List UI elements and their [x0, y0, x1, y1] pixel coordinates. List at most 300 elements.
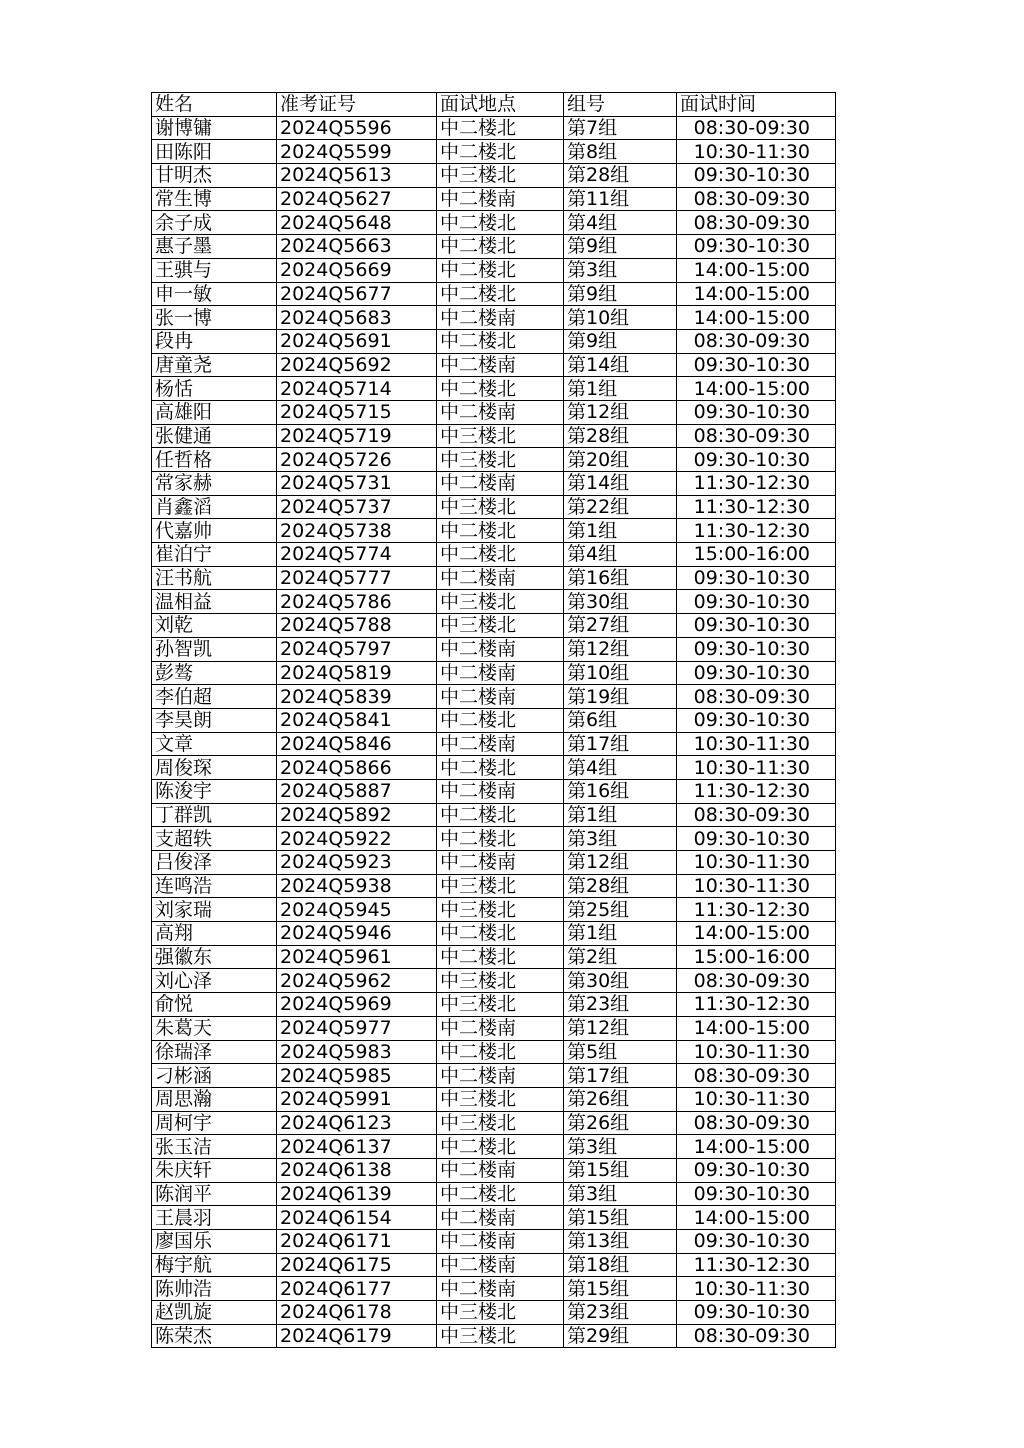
cell-time: 14:00-15:00	[677, 1135, 836, 1159]
cell-group: 第18组	[564, 1253, 677, 1277]
table-row	[152, 898, 836, 922]
cell-name: 李伯超	[152, 685, 277, 709]
cell-exam-id: 2024Q6171	[277, 1230, 437, 1254]
cell-group: 第3组	[564, 827, 677, 851]
cell-group: 第5组	[564, 1040, 677, 1064]
cell-location: 中二楼北	[437, 377, 564, 401]
cell-location: 中二楼北	[437, 116, 564, 140]
cell-name: 常生博	[152, 187, 277, 211]
cell-group: 第3组	[564, 1135, 677, 1159]
cell-name: 陈荣杰	[152, 1324, 277, 1348]
cell-name: 丁群凯	[152, 803, 277, 827]
cell-time: 09:30-10:30	[677, 827, 836, 851]
cell-location: 中三楼北	[437, 495, 564, 519]
cell-time: 14:00-15:00	[677, 1206, 836, 1230]
cell-group: 第4组	[564, 211, 677, 235]
cell-location: 中三楼北	[437, 1301, 564, 1325]
cell-time: 08:30-09:30	[677, 803, 836, 827]
table-row	[152, 472, 836, 496]
cell-group: 第1组	[564, 519, 677, 543]
table-header-row	[152, 93, 836, 117]
cell-exam-id: 2024Q5599	[277, 140, 437, 164]
cell-time: 08:30-09:30	[677, 116, 836, 140]
cell-location: 中二楼南	[437, 566, 564, 590]
cell-time: 11:30-12:30	[677, 779, 836, 803]
cell-exam-id: 2024Q5648	[277, 211, 437, 235]
cell-time: 14:00-15:00	[677, 282, 836, 306]
cell-time: 09:30-10:30	[677, 566, 836, 590]
header-location: 面试地点	[437, 93, 564, 117]
cell-time: 14:00-15:00	[677, 258, 836, 282]
cell-location: 中二楼南	[437, 187, 564, 211]
cell-name: 梅宇航	[152, 1253, 277, 1277]
table-row	[152, 495, 836, 519]
cell-location: 中二楼北	[437, 827, 564, 851]
cell-exam-id: 2024Q5819	[277, 661, 437, 685]
cell-exam-id: 2024Q5788	[277, 614, 437, 638]
cell-name: 崔泊宁	[152, 543, 277, 567]
cell-location: 中二楼南	[437, 1253, 564, 1277]
cell-time: 11:30-12:30	[677, 495, 836, 519]
cell-exam-id: 2024Q5846	[277, 732, 437, 756]
cell-name: 惠子墨	[152, 235, 277, 259]
cell-location: 中二楼南	[437, 1230, 564, 1254]
table-row	[152, 400, 836, 424]
cell-time: 09:30-10:30	[677, 1158, 836, 1182]
table-row	[152, 732, 836, 756]
cell-exam-id: 2024Q6178	[277, 1301, 437, 1325]
cell-name: 赵凯旋	[152, 1301, 277, 1325]
table-row	[152, 1040, 836, 1064]
cell-group: 第26组	[564, 1111, 677, 1135]
cell-time: 08:30-09:30	[677, 424, 836, 448]
cell-location: 中二楼南	[437, 1277, 564, 1301]
cell-group: 第30组	[564, 590, 677, 614]
cell-exam-id: 2024Q5969	[277, 993, 437, 1017]
cell-name: 刘家瑞	[152, 898, 277, 922]
table-row	[152, 1158, 836, 1182]
table-row	[152, 1016, 836, 1040]
header-time: 面试时间	[677, 93, 836, 117]
cell-group: 第4组	[564, 756, 677, 780]
cell-time: 14:00-15:00	[677, 1016, 836, 1040]
cell-exam-id: 2024Q5737	[277, 495, 437, 519]
cell-group: 第8组	[564, 140, 677, 164]
cell-time: 11:30-12:30	[677, 993, 836, 1017]
table-row	[152, 258, 836, 282]
cell-location: 中二楼南	[437, 1016, 564, 1040]
cell-time: 11:30-12:30	[677, 898, 836, 922]
cell-time: 08:30-09:30	[677, 211, 836, 235]
cell-time: 08:30-09:30	[677, 1064, 836, 1088]
cell-exam-id: 2024Q5786	[277, 590, 437, 614]
cell-location: 中三楼北	[437, 874, 564, 898]
cell-name: 温相益	[152, 590, 277, 614]
cell-group: 第7组	[564, 116, 677, 140]
cell-time: 09:30-10:30	[677, 1230, 836, 1254]
cell-exam-id: 2024Q6175	[277, 1253, 437, 1277]
cell-location: 中二楼北	[437, 803, 564, 827]
cell-group: 第16组	[564, 779, 677, 803]
cell-time: 09:30-10:30	[677, 590, 836, 614]
cell-group: 第13组	[564, 1230, 677, 1254]
cell-time: 08:30-09:30	[677, 969, 836, 993]
cell-exam-id: 2024Q6179	[277, 1324, 437, 1348]
cell-exam-id: 2024Q6123	[277, 1111, 437, 1135]
table-row	[152, 1253, 836, 1277]
cell-name: 代嘉帅	[152, 519, 277, 543]
cell-exam-id: 2024Q5887	[277, 779, 437, 803]
cell-location: 中二楼南	[437, 400, 564, 424]
table-body	[152, 116, 836, 1348]
cell-exam-id: 2024Q5938	[277, 874, 437, 898]
cell-time: 09:30-10:30	[677, 708, 836, 732]
cell-location: 中二楼北	[437, 329, 564, 353]
cell-time: 15:00-16:00	[677, 945, 836, 969]
header-group: 组号	[564, 93, 677, 117]
cell-time: 09:30-10:30	[677, 235, 836, 259]
cell-group: 第9组	[564, 235, 677, 259]
cell-time: 09:30-10:30	[677, 661, 836, 685]
cell-group: 第9组	[564, 282, 677, 306]
cell-group: 第26组	[564, 1087, 677, 1111]
cell-exam-id: 2024Q5841	[277, 708, 437, 732]
cell-group: 第1组	[564, 922, 677, 946]
cell-group: 第14组	[564, 472, 677, 496]
cell-name: 朱庆轩	[152, 1158, 277, 1182]
table-row	[152, 377, 836, 401]
cell-group: 第12组	[564, 400, 677, 424]
table-row	[152, 187, 836, 211]
cell-name: 孙智凯	[152, 637, 277, 661]
cell-name: 廖国乐	[152, 1230, 277, 1254]
cell-group: 第6组	[564, 708, 677, 732]
cell-location: 中二楼北	[437, 258, 564, 282]
cell-name: 张一博	[152, 306, 277, 330]
cell-exam-id: 2024Q5683	[277, 306, 437, 330]
table-row	[152, 803, 836, 827]
cell-exam-id: 2024Q5961	[277, 945, 437, 969]
cell-time: 15:00-16:00	[677, 543, 836, 567]
cell-exam-id: 2024Q5892	[277, 803, 437, 827]
cell-exam-id: 2024Q6154	[277, 1206, 437, 1230]
cell-group: 第11组	[564, 187, 677, 211]
cell-group: 第2组	[564, 945, 677, 969]
cell-group: 第20组	[564, 448, 677, 472]
cell-time: 08:30-09:30	[677, 1111, 836, 1135]
cell-name: 连鸣浩	[152, 874, 277, 898]
cell-name: 刁彬涵	[152, 1064, 277, 1088]
table-row	[152, 1182, 836, 1206]
cell-location: 中三楼北	[437, 1324, 564, 1348]
cell-name: 余子成	[152, 211, 277, 235]
cell-time: 10:30-11:30	[677, 874, 836, 898]
cell-name: 陈浚宇	[152, 779, 277, 803]
cell-location: 中二楼南	[437, 353, 564, 377]
table-row	[152, 590, 836, 614]
cell-group: 第23组	[564, 1301, 677, 1325]
cell-time: 09:30-10:30	[677, 400, 836, 424]
cell-location: 中二楼北	[437, 1135, 564, 1159]
cell-exam-id: 2024Q5839	[277, 685, 437, 709]
cell-group: 第3组	[564, 1182, 677, 1206]
cell-location: 中三楼北	[437, 993, 564, 1017]
table-row	[152, 282, 836, 306]
cell-name: 周柯宇	[152, 1111, 277, 1135]
cell-location: 中二楼南	[437, 732, 564, 756]
cell-location: 中二楼北	[437, 211, 564, 235]
cell-exam-id: 2024Q5596	[277, 116, 437, 140]
cell-exam-id: 2024Q5991	[277, 1087, 437, 1111]
cell-exam-id: 2024Q5726	[277, 448, 437, 472]
cell-exam-id: 2024Q5731	[277, 472, 437, 496]
cell-group: 第4组	[564, 543, 677, 567]
table-row	[152, 566, 836, 590]
table-row	[152, 1111, 836, 1135]
cell-name: 肖鑫滔	[152, 495, 277, 519]
cell-location: 中二楼南	[437, 661, 564, 685]
table-row	[152, 922, 836, 946]
cell-group: 第16组	[564, 566, 677, 590]
cell-name: 甘明杰	[152, 164, 277, 188]
table-row	[152, 1135, 836, 1159]
table-row	[152, 353, 836, 377]
cell-group: 第9组	[564, 329, 677, 353]
table-row	[152, 614, 836, 638]
cell-location: 中二楼南	[437, 306, 564, 330]
cell-location: 中三楼北	[437, 424, 564, 448]
cell-exam-id: 2024Q6139	[277, 1182, 437, 1206]
cell-group: 第30组	[564, 969, 677, 993]
table-row	[152, 851, 836, 875]
cell-location: 中三楼北	[437, 448, 564, 472]
cell-name: 田陈阳	[152, 140, 277, 164]
table-row	[152, 1230, 836, 1254]
cell-time: 08:30-09:30	[677, 1324, 836, 1348]
table-row	[152, 756, 836, 780]
table-row	[152, 1064, 836, 1088]
cell-exam-id: 2024Q5719	[277, 424, 437, 448]
cell-time: 14:00-15:00	[677, 922, 836, 946]
cell-name: 申一敏	[152, 282, 277, 306]
cell-name: 常家赫	[152, 472, 277, 496]
cell-group: 第1组	[564, 803, 677, 827]
cell-name: 俞悦	[152, 993, 277, 1017]
cell-exam-id: 2024Q5738	[277, 519, 437, 543]
cell-exam-id: 2024Q5945	[277, 898, 437, 922]
cell-group: 第17组	[564, 732, 677, 756]
cell-location: 中二楼北	[437, 235, 564, 259]
cell-group: 第15组	[564, 1277, 677, 1301]
cell-name: 吕俊泽	[152, 851, 277, 875]
cell-group: 第23组	[564, 993, 677, 1017]
cell-time: 11:30-12:30	[677, 472, 836, 496]
cell-exam-id: 2024Q6177	[277, 1277, 437, 1301]
cell-location: 中三楼北	[437, 164, 564, 188]
cell-exam-id: 2024Q5922	[277, 827, 437, 851]
cell-name: 李昊朗	[152, 708, 277, 732]
cell-name: 王骐与	[152, 258, 277, 282]
cell-exam-id: 2024Q5977	[277, 1016, 437, 1040]
cell-group: 第22组	[564, 495, 677, 519]
cell-time: 11:30-12:30	[677, 519, 836, 543]
cell-location: 中二楼南	[437, 685, 564, 709]
cell-location: 中二楼北	[437, 922, 564, 946]
table-row	[152, 685, 836, 709]
cell-time: 08:30-09:30	[677, 187, 836, 211]
table-row	[152, 1324, 836, 1348]
cell-exam-id: 2024Q5613	[277, 164, 437, 188]
table-row	[152, 945, 836, 969]
table-row	[152, 779, 836, 803]
header-exam-id: 准考证号	[277, 93, 437, 117]
cell-time: 11:30-12:30	[677, 1253, 836, 1277]
table-row	[152, 708, 836, 732]
cell-name: 段冉	[152, 329, 277, 353]
interview-schedule-table	[151, 92, 836, 1348]
cell-location: 中二楼北	[437, 282, 564, 306]
cell-time: 10:30-11:30	[677, 1277, 836, 1301]
cell-exam-id: 2024Q5923	[277, 851, 437, 875]
cell-time: 10:30-11:30	[677, 1040, 836, 1064]
cell-group: 第3组	[564, 258, 677, 282]
cell-group: 第27组	[564, 614, 677, 638]
cell-group: 第25组	[564, 898, 677, 922]
cell-name: 彭骜	[152, 661, 277, 685]
cell-group: 第1组	[564, 377, 677, 401]
cell-time: 09:30-10:30	[677, 448, 836, 472]
cell-time: 14:00-15:00	[677, 306, 836, 330]
cell-name: 支超轶	[152, 827, 277, 851]
cell-exam-id: 2024Q5663	[277, 235, 437, 259]
cell-exam-id: 2024Q5962	[277, 969, 437, 993]
table-row	[152, 306, 836, 330]
table-row	[152, 661, 836, 685]
cell-exam-id: 2024Q5692	[277, 353, 437, 377]
cell-time: 09:30-10:30	[677, 637, 836, 661]
cell-time: 09:30-10:30	[677, 614, 836, 638]
cell-group: 第12组	[564, 637, 677, 661]
cell-location: 中三楼北	[437, 1087, 564, 1111]
cell-exam-id: 2024Q5866	[277, 756, 437, 780]
cell-location: 中二楼北	[437, 543, 564, 567]
table-row	[152, 1206, 836, 1230]
table-row	[152, 827, 836, 851]
cell-exam-id: 2024Q5797	[277, 637, 437, 661]
cell-location: 中二楼南	[437, 1064, 564, 1088]
cell-group: 第15组	[564, 1206, 677, 1230]
cell-exam-id: 2024Q5677	[277, 282, 437, 306]
cell-location: 中二楼南	[437, 779, 564, 803]
cell-location: 中二楼南	[437, 472, 564, 496]
cell-group: 第12组	[564, 851, 677, 875]
cell-time: 10:30-11:30	[677, 1087, 836, 1111]
cell-name: 文章	[152, 732, 277, 756]
cell-name: 高翔	[152, 922, 277, 946]
cell-exam-id: 2024Q5777	[277, 566, 437, 590]
cell-name: 杨恬	[152, 377, 277, 401]
cell-exam-id: 2024Q6138	[277, 1158, 437, 1182]
cell-name: 刘心泽	[152, 969, 277, 993]
table-row	[152, 993, 836, 1017]
cell-location: 中二楼北	[437, 519, 564, 543]
cell-exam-id: 2024Q5691	[277, 329, 437, 353]
cell-name: 强徽东	[152, 945, 277, 969]
cell-time: 08:30-09:30	[677, 685, 836, 709]
cell-location: 中二楼北	[437, 1182, 564, 1206]
cell-exam-id: 2024Q5985	[277, 1064, 437, 1088]
table-row	[152, 164, 836, 188]
cell-exam-id: 2024Q5983	[277, 1040, 437, 1064]
cell-location: 中二楼南	[437, 851, 564, 875]
table-row	[152, 1301, 836, 1325]
table-row	[152, 637, 836, 661]
cell-group: 第28组	[564, 424, 677, 448]
cell-exam-id: 2024Q5627	[277, 187, 437, 211]
table-row	[152, 329, 836, 353]
cell-group: 第29组	[564, 1324, 677, 1348]
cell-name: 周俊琛	[152, 756, 277, 780]
cell-time: 09:30-10:30	[677, 1301, 836, 1325]
cell-location: 中三楼北	[437, 614, 564, 638]
cell-name: 谢博镛	[152, 116, 277, 140]
cell-time: 09:30-10:30	[677, 1182, 836, 1206]
cell-location: 中三楼北	[437, 898, 564, 922]
cell-name: 王晨羽	[152, 1206, 277, 1230]
cell-group: 第19组	[564, 685, 677, 709]
cell-location: 中二楼南	[437, 637, 564, 661]
cell-location: 中二楼北	[437, 1040, 564, 1064]
cell-name: 朱葛天	[152, 1016, 277, 1040]
cell-time: 09:30-10:30	[677, 164, 836, 188]
table-row	[152, 969, 836, 993]
header-name: 姓名	[152, 93, 277, 117]
cell-name: 张健通	[152, 424, 277, 448]
cell-location: 中三楼北	[437, 969, 564, 993]
cell-name: 刘乾	[152, 614, 277, 638]
cell-name: 张玉洁	[152, 1135, 277, 1159]
cell-group: 第12组	[564, 1016, 677, 1040]
cell-exam-id: 2024Q5669	[277, 258, 437, 282]
cell-name: 陈润平	[152, 1182, 277, 1206]
cell-group: 第14组	[564, 353, 677, 377]
cell-exam-id: 2024Q5715	[277, 400, 437, 424]
cell-group: 第28组	[564, 874, 677, 898]
table-row	[152, 140, 836, 164]
cell-exam-id: 2024Q5714	[277, 377, 437, 401]
cell-time: 14:00-15:00	[677, 377, 836, 401]
cell-name: 唐童尧	[152, 353, 277, 377]
table-row	[152, 448, 836, 472]
cell-location: 中二楼北	[437, 756, 564, 780]
cell-location: 中二楼南	[437, 1206, 564, 1230]
cell-group: 第17组	[564, 1064, 677, 1088]
cell-name: 陈帅浩	[152, 1277, 277, 1301]
table-row	[152, 235, 836, 259]
cell-time: 10:30-11:30	[677, 756, 836, 780]
table-row	[152, 874, 836, 898]
cell-time: 08:30-09:30	[677, 329, 836, 353]
cell-name: 任哲格	[152, 448, 277, 472]
table-row	[152, 1087, 836, 1111]
cell-exam-id: 2024Q5946	[277, 922, 437, 946]
table-row	[152, 519, 836, 543]
cell-time: 10:30-11:30	[677, 732, 836, 756]
cell-location: 中二楼南	[437, 1158, 564, 1182]
cell-time: 10:30-11:30	[677, 140, 836, 164]
cell-name: 高雄阳	[152, 400, 277, 424]
cell-time: 10:30-11:30	[677, 851, 836, 875]
